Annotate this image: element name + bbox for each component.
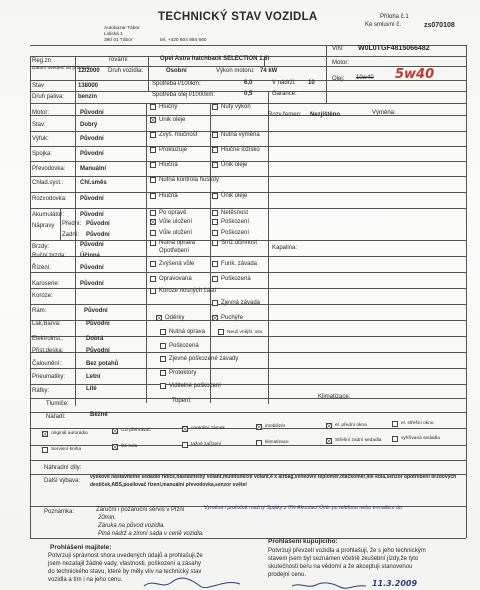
equip-alloy-label: litá kola [121,444,138,449]
predni-opt2-checkbox[interactable] [212,219,218,225]
power-label: Výkon motoru: [216,68,255,74]
motor-hlucny-label: Hlučný [159,104,178,110]
topeni-label: Topení: [172,398,192,404]
brzdy-value: Původní [80,242,104,248]
pneu-label: Pneumatiky: [32,374,66,380]
vyfuk-opt2-label: Nutná výměna [221,132,260,138]
prevodovka-opt2-checkbox[interactable] [212,162,218,168]
note-printed: Záruční i pozáruční servis v Plzni [96,507,185,513]
predni-value: Původní [86,221,110,227]
chlad-opt1-checkbox[interactable] [150,177,156,183]
elektro-opt1-label: Nutná oprava [169,329,206,335]
equip-alloy-checkbox[interactable] [112,444,118,450]
prevodovka-value: Manuální [80,166,107,172]
motor-header-label: Motor: [332,60,350,66]
pneu-value: Letní [86,374,101,380]
owner-text-1: Potvrzuji správnost shora uvedených údajů a prohlašuji,že [48,553,203,559]
chlad-opt1-label: Nutná kontrola hustoty [159,177,220,183]
contract-number: zs070108 [424,22,455,29]
rz-label: Reg.zn [32,58,52,64]
buyer-text-2: stavem jsem byl seznámen včetně zkušební jízdy,že tyto [268,556,419,562]
first-reg-label: Datum uvedení do provozu [32,66,90,71]
spojka-label: Spojka: [32,151,53,157]
motor-value: Původní [80,110,104,116]
calouneni-opt1-checkbox[interactable] [160,356,166,362]
lak-opt2-label: Puchýře [221,315,244,321]
attachment-label: Příloha č.1 [380,14,409,20]
spojka-value: Původní [80,151,104,157]
equip-immo-label: imobilizér [265,424,286,429]
prevodovka-opt1-checkbox[interactable] [150,162,156,168]
chlad-label: Chlad.syst.: [32,180,64,186]
equip-sunroof-checkbox[interactable] [392,421,398,427]
rozvodovka-label: Rozvodovka: [32,196,67,202]
prevodovka-label: Převodovka: [32,166,66,172]
equip-cd-checkbox[interactable] [112,428,118,434]
rafky-opt1-checkbox[interactable] [160,383,166,389]
buyer-declaration-title: Prohlášení kupujícího: [268,538,338,545]
pneu-opt1-checkbox[interactable] [160,370,166,376]
stav-label: Stav: [32,122,46,128]
equip-lock-label: centrální zámek [191,426,225,431]
timing-belt-label: Rozv.řemen: [268,112,302,118]
owner-text-4: vozidla a tím i na jeho cenu. [48,577,123,583]
dealer-phone: tel. +420 604 884 660 [160,38,207,43]
brzdy-opt3-label: Opotřebení [159,248,190,254]
note-handwritten-2: 20min. [98,515,117,521]
zadni-opt1-checkbox[interactable] [150,230,156,236]
kind-label: Druh vozidla: [108,68,144,74]
rizeni-opt2-checkbox[interactable] [212,261,218,267]
akumulator-opt2-checkbox[interactable] [212,210,218,216]
equip-sunroof-label: el. střešní okno [401,421,434,426]
ram-opt1-checkbox[interactable] [212,300,218,306]
akumulator-opt1-label: Po opravě [159,210,187,216]
equip-rear-seats-checkbox[interactable] [326,438,332,444]
rizeni-opt1-checkbox[interactable] [150,261,156,267]
rozvodovka-value: Původní [80,196,104,202]
dealer-name: Autobazar Tábor [104,26,140,31]
brzdy-opt2-label: Sníž.účinnost [221,240,258,246]
oil-value-struck: 10w40 [356,75,374,81]
karoserie-value: Původní [80,281,104,287]
akumulator-label: Akumulátor: [32,212,65,218]
pristroj-value: Původní [86,348,110,354]
equip-cd-label: CD přehrávač [121,428,151,433]
motor-hlucny-checkbox[interactable] [150,104,156,110]
replacement-label: Výměna: [372,110,396,116]
calouneni-value: Bez potahů [86,361,119,367]
rucni-label: Ruční brzda: [32,253,67,259]
page-title: TECHNICKÝ STAV VOZIDLA [158,11,318,23]
prevodovka-opt1-label: Hlučná [159,162,178,168]
fuel-value: benzin [78,94,97,100]
equip-ac-checkbox[interactable] [256,440,262,446]
note-label: Poznámka: [44,509,75,515]
note-handwritten-4: Plná nádrž a zimní sada v ceně vozidla. [98,531,204,537]
motor-unik-label: Únik oleje [159,117,186,123]
brzdy-opt2-checkbox[interactable] [212,240,218,246]
rucni-value: Účinná [80,253,101,259]
odometer-value: 138000 [78,83,99,89]
owner-text-3: do technického stavu, které by měly vliv na technický stav [48,569,202,575]
note-handwritten-3: Záruka na původ vozidla. [98,523,166,529]
equip-book-checkbox[interactable] [42,447,48,453]
buyer-text-1: Potvrzuji převzetí vozidla a prohlašuji, že s jeho technickým [268,548,426,554]
note-handwritten-1: Vyměna i protoček mažný Spátky z 0% Akontací.Úvěr po telefonu nebo e-mailem do [204,505,402,511]
pristroj-opt1-checkbox[interactable] [160,343,166,349]
oil-consumption-label: Spotřeba olej l/1000km: [152,92,216,98]
pneu-opt1-label: Protektory [169,370,197,376]
chlad-value: Chl.směs [80,180,107,186]
motor-vykon-checkbox[interactable] [212,104,218,110]
spojka-opt2-checkbox[interactable] [212,147,218,153]
equip-ac-label: klimatizace [265,440,289,445]
lak-opt1-checkbox[interactable] [156,315,162,321]
calouneni-label: Čalounění: [32,361,62,367]
extra-equipment-label: Další výbava: [44,478,81,484]
elektro-label: Elektroinst.: [32,336,64,342]
karoserie-label: Karoserie: [32,281,60,287]
dealer-city: 390 01 Tábor [104,38,133,43]
vyfuk-opt1-checkbox[interactable] [150,132,156,138]
tank-value: 10 [308,80,315,86]
equip-tow-label: tažné zařízení [191,442,222,447]
zadni-opt2-label: Poškození [221,230,250,236]
owner-declaration-title: Prohlášení majitele: [50,544,112,551]
zadni-opt1-label: Vůle uložení [159,230,193,236]
equip-tow-checkbox[interactable] [182,442,188,448]
koroze-label: Koroze: [32,293,53,299]
karoserie-opt1-label: Opravovaná [159,276,192,282]
buyer-text-4: prodejní cenu. [268,572,307,578]
zadni-value: Původní [86,232,110,238]
buyer-text-3: skutečnosti beru na vědomí a že akceptuji stanovenou [268,564,413,570]
equip-radio-label: originál autorádio [51,431,88,436]
handwritten-date: 11.3.2009 [372,579,418,588]
timing-belt-value: Nezjištěno [310,112,341,118]
karoserie-opt2-label: Poškozená [221,276,251,282]
rafky-opt1-label: Viditelné poškození [169,383,221,389]
napravy-label: Nápravy [32,223,55,229]
ram-label: Rám: [32,308,47,314]
equip-lock-checkbox[interactable] [182,426,188,432]
klima-label: Klimatizace: [318,394,351,400]
vyfuk-opt1-label: Zvýš. hlučnost [159,132,198,138]
rafky-value: Lité [86,386,97,392]
rozvodovka-opt1-label: Hlučná [159,193,178,199]
rizeni-opt1-label: Zvýšená vůle [159,261,195,267]
zadni-opt2-checkbox[interactable] [212,230,218,236]
naradi-value: Běžné [90,412,108,418]
rozvodovka-opt2-label: Únik oleje [221,193,248,199]
akumulator-opt2-label: Netěsnost [221,210,249,216]
karoserie-opt2-checkbox[interactable] [212,276,218,282]
elektro-opt3-checkbox[interactable] [218,329,224,335]
tank-label: V nádrži: [272,80,296,86]
guarantee-label: Garance: [272,91,297,97]
karoserie-opt1-checkbox[interactable] [150,276,156,282]
type-label: Tovární [108,57,128,63]
predni-opt1-checkbox[interactable] [150,219,156,225]
motor-unik-checkbox[interactable] [150,117,156,123]
pristroj-label: Přist.deska: [32,348,64,354]
owner-text-2: jsem nezatajil žádné vady, vlastnosti, poškození a zásahy [48,561,201,567]
vyfuk-value: Původní [80,136,104,142]
oil-value-handwritten: 5w40 [395,67,435,82]
prevodovka-opt2-label: Únik oleje [221,162,248,168]
vin-label: VIN: [332,46,344,52]
power-value: 74 kW [260,68,278,74]
fuel-label: Druh paliva: [32,94,65,100]
stav-value: Dobrý [80,122,98,128]
equip-radio-checkbox[interactable] [42,431,48,437]
naradi-label: Nářadí: [46,414,66,420]
akumulator-value: Původní [80,212,104,218]
lak-opt2-checkbox[interactable] [212,315,218,321]
oil-consumption-value: 0,5 [244,91,253,97]
rafky-label: Ráfky: [32,388,50,394]
akumulator-opt1-checkbox[interactable] [150,210,156,216]
consumption-label: Spotřeba l/100km: [152,81,201,87]
rizeni-value: Původní [80,265,104,271]
brzdy-opt1-checkbox[interactable] [150,240,156,246]
spojka-opt1-checkbox[interactable] [150,147,156,153]
rozvodovka-opt2-checkbox[interactable] [212,193,218,199]
lak-opt1-label: Oděrky [165,315,185,321]
first-reg-value: 12/2000 [78,68,100,74]
motor-label: Motor: [32,110,50,116]
lak-value: Původní [86,321,110,327]
ram-opt1-label: Zjevná závada [221,300,261,306]
spare-parts-label: Náhradní díly: [44,465,82,471]
equip-heated-label: vyhřívaná sedadla [401,436,440,441]
kind-value: Osobní [166,68,187,74]
type-value: Opel Astra hatchback SELECTION 1.6i [160,56,270,62]
pristroj-opt1-label: Poškozená [169,343,199,349]
equip-windows-label: el. přední okna [335,423,367,428]
elektro-opt1-checkbox[interactable] [160,329,166,335]
koroze-opt1-label: Koroze nosných částí [159,288,217,294]
rizeni-label: Řízení: [32,265,52,271]
calouneni-opt1-label: Zjevné poškozené závady [169,356,239,362]
vyfuk-label: Výfuk: [32,136,49,142]
predni-opt2-label: Poškození [221,219,250,225]
equip-rear-seats-label: Střešní zadní sedadla [335,438,382,443]
odometer-label: Stav [32,83,45,89]
spojka-opt1-label: Prokluzuje [159,147,188,153]
vyfuk-opt2-checkbox[interactable] [212,132,218,138]
motor-vykon-label: Nutý výkon [221,104,251,110]
oil-label: Olej: [332,76,345,82]
consumption-value: 6,0 [244,80,253,86]
zadni-label: Zadní: [62,232,80,238]
predni-label: Přední: [62,221,82,227]
equip-immo-checkbox[interactable] [256,424,262,430]
spojka-opt2-label: Hlučné ložisko [221,147,260,153]
predni-opt1-label: Vůle uložení [159,219,193,225]
elektro-value: Dobrá [86,336,104,342]
equip-windows-checkbox[interactable] [326,423,332,429]
buyer-signature-scribble [290,580,370,590]
extra-equipment-value: výškově nastavitelné sedadlo řidiče,nastavitelný volant,multifunkční volant,4 x airbag,venkovní teploměr,otáčkoměr,lité kola,senzor opotřebení brzdových destiček,ABS,posilovač řízení,manuální převodovka,senzor světel [90,474,457,488]
brzdy-opt1-label: Nutná oprava [159,240,196,246]
lak-label: Lak,Barva: [32,321,61,327]
elektro-opt3-label: Neuč.vnější. osv. [227,330,264,335]
contract-label: Ke smluvní č. [365,22,402,28]
signature-scribble [140,576,260,590]
equip-book-label: Servisní kniha [51,447,82,452]
brzdy-label: Brzdy: [32,244,50,250]
rozvodovka-opt1-checkbox[interactable] [150,193,156,199]
kapalina-label: Kapalina: [272,245,298,251]
rizeni-opt2-label: Funk. závada [221,261,258,267]
equip-heated-checkbox[interactable] [392,436,398,442]
dealer-street: Lidická 1 [104,32,123,37]
koroze-opt1-checkbox[interactable] [150,288,156,294]
vin-value: W0L0TGF4815066482 [358,45,430,52]
ram-value: Původní [84,308,108,314]
tlumice-label: Tlumiče: [46,401,69,407]
